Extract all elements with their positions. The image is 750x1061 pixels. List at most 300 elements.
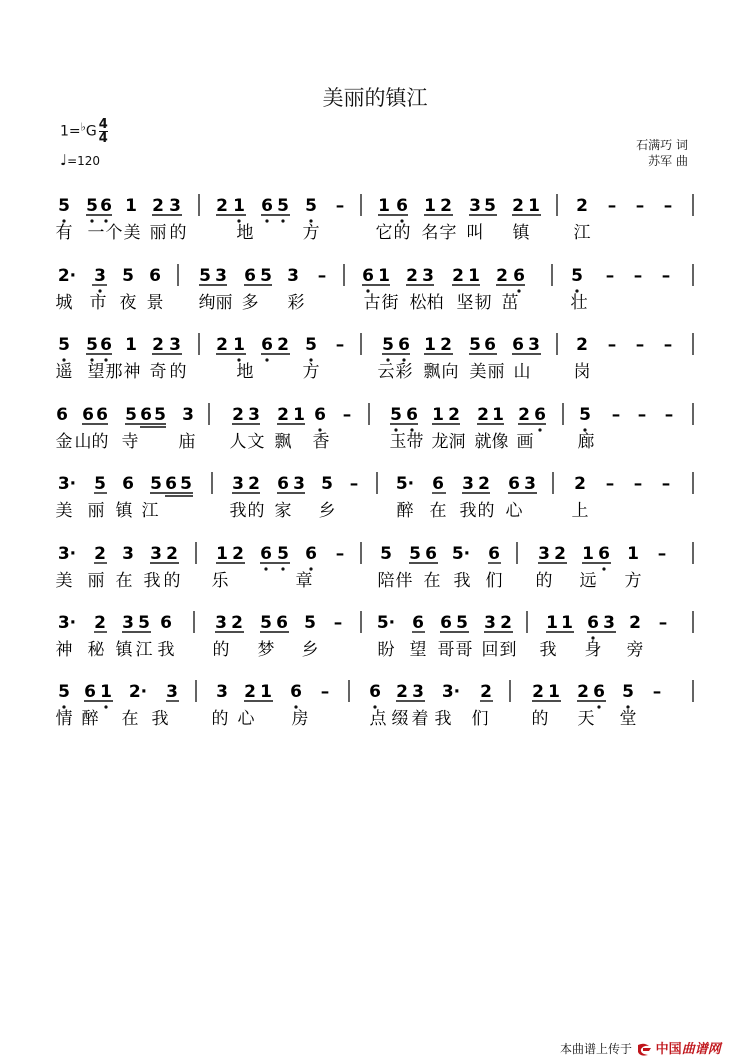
dash-note: – — [661, 474, 671, 494]
lyric-char: 文 — [247, 432, 265, 452]
note: 5 — [305, 335, 317, 355]
dash-note: – — [635, 196, 645, 216]
lyric-char: 上 — [571, 501, 589, 521]
note: 2 — [532, 682, 544, 702]
note: 1 — [100, 682, 112, 702]
note: 2 — [248, 474, 260, 494]
low-octave-dot — [602, 567, 605, 570]
dash-note: – — [633, 474, 643, 494]
note: 6 — [362, 266, 374, 286]
note: 2 — [232, 405, 244, 425]
note: 2 — [629, 613, 641, 633]
note: 2 — [94, 544, 106, 564]
note: 5 — [456, 613, 468, 633]
note: 3 — [216, 682, 228, 702]
footer — [560, 1038, 721, 1057]
key-prefix: 1= — [60, 123, 81, 140]
lyric-char: 望 — [87, 362, 105, 382]
lyric-char: 坚 — [456, 293, 474, 313]
note: 5 — [94, 474, 106, 494]
note: 2 — [152, 335, 164, 355]
tempo-value: =120 — [67, 154, 101, 168]
note: 3 — [122, 613, 134, 633]
lyric-char: 山 — [513, 362, 531, 382]
note: 5· — [395, 474, 415, 494]
note: 2· — [57, 266, 77, 286]
lyric-char: 梦 — [257, 640, 275, 660]
note: 5 — [154, 405, 166, 425]
lyric-char: 向 — [441, 362, 459, 382]
lyric-char: 的 — [212, 640, 230, 660]
note: 2 — [244, 682, 256, 702]
lyric-char: 到 — [499, 640, 517, 660]
lyric-char: 遥 — [55, 362, 73, 382]
lyric-char: 奇 — [149, 362, 167, 382]
lyric-char: 心 — [237, 709, 255, 729]
lyric-char: 韧 — [474, 293, 492, 313]
lyric-char: 们 — [485, 571, 503, 591]
lyric-char: 房 — [291, 709, 309, 729]
lyric-char: 廊 — [577, 432, 595, 452]
dash-note: – — [320, 682, 330, 702]
lyric-char: 镇 — [115, 501, 133, 521]
note: 5 — [305, 196, 317, 216]
lyric-char: 云 — [377, 362, 395, 382]
note: 2 — [216, 196, 228, 216]
note: 2 — [406, 266, 418, 286]
key-note: G — [85, 123, 97, 140]
lyric-char: 丽 — [487, 362, 505, 382]
lyric-char: 陪 — [377, 571, 395, 591]
brand-china: 中国 — [655, 1042, 682, 1057]
note: 6 — [276, 613, 288, 633]
lyric-char: 人 — [229, 432, 247, 452]
note: 1 — [546, 613, 558, 633]
lyric-char: 叫 — [466, 223, 484, 243]
note: 3· — [441, 682, 461, 702]
lyric-char: 那 — [105, 362, 123, 382]
lyric-char: 茁 — [501, 293, 519, 313]
lyric-char: 有 — [55, 223, 73, 243]
note: 2 — [166, 544, 178, 564]
lyric-char: 伴 — [395, 571, 413, 591]
note: 5 — [380, 544, 392, 564]
lyric-char: 柏 — [426, 293, 444, 313]
note: 6 — [82, 405, 94, 425]
dash-note: – — [605, 266, 615, 286]
lyric-char: 像 — [491, 432, 509, 452]
note: 2 — [277, 335, 289, 355]
lyric-char: 街 — [381, 293, 399, 313]
lyric-char: 壮 — [570, 293, 588, 313]
note: 1 — [492, 405, 504, 425]
lyric-char: 带 — [406, 432, 424, 452]
lyric-char: 家 — [274, 501, 292, 521]
low-octave-dot — [265, 219, 268, 222]
composer-credit: 苏军 曲 — [648, 154, 688, 168]
lyric-char: 美 — [55, 501, 73, 521]
lyric-char: 在 — [429, 501, 447, 521]
note: 2 — [577, 682, 589, 702]
note: 2 — [277, 405, 289, 425]
note: 6 — [260, 544, 272, 564]
lyric-char: 情 — [55, 709, 73, 729]
note: 5 — [469, 335, 481, 355]
low-octave-dot — [264, 567, 267, 570]
note: 5 — [390, 405, 402, 425]
lyric-char: 江 — [573, 223, 591, 243]
lyric-char: 方 — [624, 571, 642, 591]
lyric-char: 点 — [369, 709, 387, 729]
song-title: 美丽的镇江 — [322, 86, 428, 110]
note: 3 — [248, 405, 260, 425]
note: 1 — [260, 682, 272, 702]
note: 3 — [528, 335, 540, 355]
dash-note: – — [664, 405, 674, 425]
note: 6 — [484, 335, 496, 355]
note: 6 — [261, 335, 273, 355]
note: 1 — [424, 196, 436, 216]
lyric-char: 们 — [471, 709, 489, 729]
lyric-char: 镇 — [115, 640, 133, 660]
lyric-char: 飘 — [423, 362, 441, 382]
lyric-char: 江 — [141, 501, 159, 521]
note: 3 — [182, 405, 194, 425]
note: 2 — [216, 335, 228, 355]
lyric-char: 夜 — [119, 293, 137, 313]
note: 1 — [528, 196, 540, 216]
note: 5 — [382, 335, 394, 355]
lyric-char: 旁 — [626, 640, 644, 660]
time-signature-bottom: 4 — [98, 131, 108, 146]
note: 5 — [260, 266, 272, 286]
flat-sign: ♭ — [80, 120, 86, 134]
note: 1 — [627, 544, 639, 564]
lyric-char: 堂 — [619, 709, 637, 729]
lyric-char: 就 — [474, 432, 492, 452]
note: 3 — [524, 474, 536, 494]
lyric-char: 的 — [477, 501, 495, 521]
lyric-char: 的 — [163, 571, 181, 591]
low-octave-dot — [281, 219, 284, 222]
note: 5 — [125, 405, 137, 425]
time-signature-top: 4 — [98, 117, 108, 132]
note: 5 — [304, 613, 316, 633]
lyric-char: 的 — [91, 432, 109, 452]
lyric-char: 字 — [439, 223, 457, 243]
note: 6 — [122, 474, 134, 494]
note: 5 — [622, 682, 634, 702]
note: 1 — [216, 544, 228, 564]
lyric-char: 松 — [409, 293, 427, 313]
lyric-char: 景 — [146, 293, 164, 313]
note: 3 — [166, 682, 178, 702]
lyric-char: 的 — [535, 571, 553, 591]
dash-note: – — [342, 405, 352, 425]
lyric-char: 它 — [375, 223, 393, 243]
note: 3 — [538, 544, 550, 564]
lyric-char: 在 — [115, 571, 133, 591]
note: 3 — [469, 196, 481, 216]
dash-note: – — [605, 474, 615, 494]
note: 1 — [432, 405, 444, 425]
dash-note: – — [633, 266, 643, 286]
lyric-char: 哥 — [437, 640, 455, 660]
lyric-char: 镇 — [512, 223, 530, 243]
lyric-char: 哥 — [455, 640, 473, 660]
lyric-char: 玉 — [389, 432, 407, 452]
note: 6 — [598, 544, 610, 564]
dash-note: – — [607, 335, 617, 355]
dash-note: – — [637, 405, 647, 425]
note: 6 — [593, 682, 605, 702]
lyric-char: 丽 — [215, 293, 233, 313]
lyric-char: 香 — [312, 432, 330, 452]
quarter-note-icon: ♩ — [60, 151, 68, 169]
note: 5 — [409, 544, 421, 564]
lyric-char: 我 — [229, 501, 247, 521]
note: 6 — [84, 682, 96, 702]
lyric-char: 丽 — [87, 571, 105, 591]
note: 6 — [140, 405, 152, 425]
note: 3 — [462, 474, 474, 494]
note: 3 — [169, 196, 181, 216]
lyric-char: 神 — [55, 640, 73, 660]
note: 5 — [86, 335, 98, 355]
note: 6 — [425, 544, 437, 564]
dash-note: – — [607, 196, 617, 216]
dash-note: – — [652, 682, 662, 702]
note: 1 — [468, 266, 480, 286]
lyric-char: 美 — [469, 362, 487, 382]
note: 2 — [452, 266, 464, 286]
note: 5· — [376, 613, 396, 633]
lyric-char: 的 — [169, 223, 187, 243]
note: 3 — [293, 474, 305, 494]
dash-note: – — [663, 196, 673, 216]
lyric-char: 丽 — [87, 501, 105, 521]
lyric-char: 回 — [481, 640, 499, 660]
lyric-char: 飘 — [274, 432, 292, 452]
note: 6 — [165, 474, 177, 494]
lyric-char: 方 — [302, 362, 320, 382]
note: 5 — [571, 266, 583, 286]
note: 5 — [122, 266, 134, 286]
note: 6 — [290, 682, 302, 702]
note: 6 — [488, 544, 500, 564]
lyric-char: 章 — [295, 571, 313, 591]
note: 2 — [576, 196, 588, 216]
dash-note: – — [335, 196, 345, 216]
lyric-char: 庙 — [178, 432, 196, 452]
note: 5 — [58, 196, 70, 216]
lyric-char: 美 — [55, 571, 73, 591]
note: 1 — [293, 405, 305, 425]
note: 1 — [561, 613, 573, 633]
note: 2 — [152, 196, 164, 216]
site-logo-icon — [636, 1043, 652, 1057]
lyric-char: 我 — [151, 709, 169, 729]
lyric-char: 醉 — [396, 501, 414, 521]
note: 6 — [513, 266, 525, 286]
note: 6 — [314, 405, 326, 425]
low-octave-dot — [538, 428, 541, 431]
note: 2· — [128, 682, 148, 702]
dash-note: – — [333, 613, 343, 633]
note: 6 — [56, 405, 68, 425]
note: 5 — [150, 474, 162, 494]
note: 5 — [321, 474, 333, 494]
lyric-char: 的 — [393, 223, 411, 243]
lyric-char: 神 — [123, 362, 141, 382]
note: 1 — [125, 196, 137, 216]
lyric-char: 在 — [121, 709, 139, 729]
note: 1 — [378, 266, 390, 286]
note: 2 — [554, 544, 566, 564]
note: 2 — [440, 196, 452, 216]
note: 3 — [603, 613, 615, 633]
upload-label: 本曲谱上传于 — [560, 1042, 633, 1056]
note: 2 — [518, 405, 530, 425]
note: 6 — [369, 682, 381, 702]
lyric-char: 名 — [421, 223, 439, 243]
dash-note: – — [611, 405, 621, 425]
lyric-char: 秘 — [87, 640, 105, 660]
note: 5 — [138, 613, 150, 633]
lyric-char: 远 — [579, 571, 597, 591]
dash-note: – — [635, 335, 645, 355]
lyric-char: 的 — [169, 362, 187, 382]
lyric-char: 天 — [577, 709, 595, 729]
lyric-char: 寺 — [121, 432, 139, 452]
lyric-char: 地 — [236, 362, 254, 382]
note: 3 — [215, 613, 227, 633]
note: 2 — [231, 613, 243, 633]
dash-note: – — [349, 474, 359, 494]
note: 6 — [412, 613, 424, 633]
lyric-char: 洞 — [448, 432, 466, 452]
lyric-char: 岗 — [573, 362, 591, 382]
lyric-char: 我 — [539, 640, 557, 660]
note: 6 — [440, 613, 452, 633]
lyric-char: 美 — [123, 223, 141, 243]
lyric-char: 方 — [302, 223, 320, 243]
note: 2 — [478, 474, 490, 494]
note: 6 — [512, 335, 524, 355]
lyric-char: 画 — [516, 432, 534, 452]
lyric-char: 的 — [247, 501, 265, 521]
note: 3 — [122, 544, 134, 564]
note: 2 — [500, 613, 512, 633]
lyric-char: 乡 — [301, 640, 319, 660]
note: 3 — [422, 266, 434, 286]
note: 5 — [86, 196, 98, 216]
note: 6 — [534, 405, 546, 425]
lyric-char: 金 — [55, 432, 73, 452]
note: 3 — [412, 682, 424, 702]
note: 5 — [579, 405, 591, 425]
lyric-char: 个 — [105, 223, 123, 243]
note: 6 — [406, 405, 418, 425]
note: 2 — [512, 196, 524, 216]
note: 2 — [480, 682, 492, 702]
note: 5 — [58, 335, 70, 355]
note: 2 — [232, 544, 244, 564]
lyric-char: 一 — [87, 223, 105, 243]
note: 2 — [396, 682, 408, 702]
note: 6 — [261, 196, 273, 216]
note: 3 — [287, 266, 299, 286]
note: 2 — [477, 405, 489, 425]
note: 6 — [277, 474, 289, 494]
lyric-char: 彩 — [395, 362, 413, 382]
note: 6 — [587, 613, 599, 633]
note: 5 — [277, 544, 289, 564]
lyric-char: 乐 — [211, 571, 229, 591]
lyricist-credit: 石满巧 词 — [636, 138, 688, 152]
note: 2 — [576, 335, 588, 355]
lyric-char: 我 — [143, 571, 161, 591]
note: 6 — [96, 405, 108, 425]
lyric-char: 城 — [55, 293, 73, 313]
lyric-char: 醉 — [81, 709, 99, 729]
note: 6 — [432, 474, 444, 494]
note: 6 — [100, 196, 112, 216]
lyric-char: 市 — [89, 293, 107, 313]
low-octave-dot — [597, 705, 600, 708]
note: 5· — [451, 544, 471, 564]
note: 6 — [100, 335, 112, 355]
lyric-char: 我 — [157, 640, 175, 660]
brand-qupu: 曲谱网 — [681, 1042, 721, 1057]
lyric-char: 缀 — [391, 709, 409, 729]
note: 3 — [94, 266, 106, 286]
low-octave-dot — [281, 567, 284, 570]
lyric-char: 龙 — [431, 432, 449, 452]
note: 2 — [574, 474, 586, 494]
lyric-char: 江 — [135, 640, 153, 660]
note: 5 — [199, 266, 211, 286]
note: 2 — [496, 266, 508, 286]
lyric-char: 地 — [236, 223, 254, 243]
note: 5 — [277, 196, 289, 216]
dash-note: – — [661, 266, 671, 286]
note: 3· — [57, 613, 77, 633]
note: 3 — [169, 335, 181, 355]
lyric-char: 的 — [531, 709, 549, 729]
lyric-char: 盼 — [377, 640, 395, 660]
note: 6 — [149, 266, 161, 286]
dash-note: – — [658, 613, 668, 633]
low-octave-dot — [104, 705, 107, 708]
dash-note: – — [657, 544, 667, 564]
note: 1 — [233, 335, 245, 355]
note: 3 — [150, 544, 162, 564]
note: 2 — [448, 405, 460, 425]
note: 1 — [582, 544, 594, 564]
dash-note: – — [317, 266, 327, 286]
note: 5 — [180, 474, 192, 494]
note: 6 — [244, 266, 256, 286]
note: 1 — [548, 682, 560, 702]
site-brand — [656, 1042, 721, 1057]
dash-note: – — [335, 544, 345, 564]
lyric-char: 丽 — [149, 223, 167, 243]
note: 1 — [378, 196, 390, 216]
lyric-char: 在 — [423, 571, 441, 591]
note: 3 — [484, 613, 496, 633]
lyric-char: 彩 — [287, 293, 305, 313]
